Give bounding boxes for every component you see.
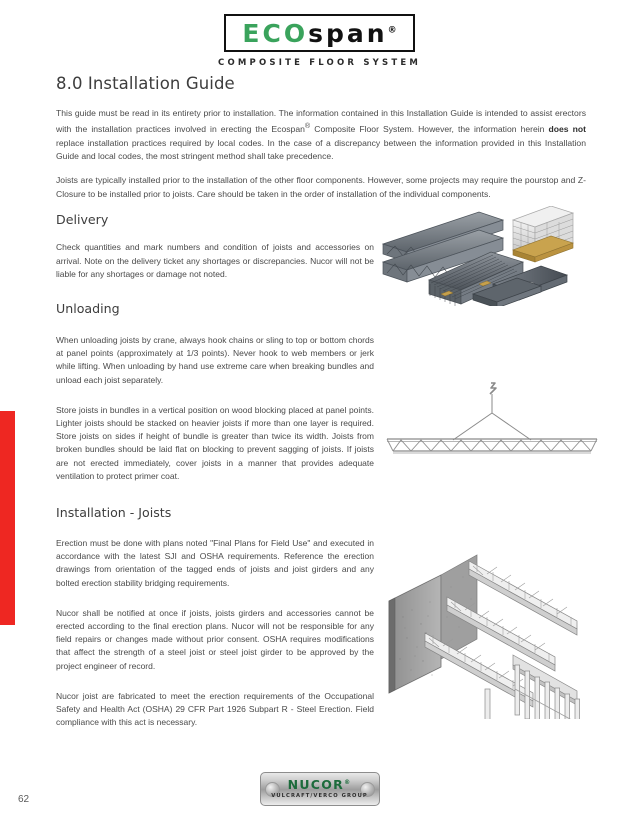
section-side-tab bbox=[0, 411, 15, 625]
footer-nucor-logo bbox=[0, 772, 639, 806]
installation-text-column bbox=[56, 505, 374, 729]
ecospan-wordmark bbox=[242, 21, 396, 46]
header-logo bbox=[0, 14, 639, 68]
delivery-paragraph-1: Check quantities and mark numbers and condition of joists and accessories on arrival. Note on the delivery ticket any shortages or discrepancies. Nucor will not be liable for any shortages or damage not noted. bbox=[56, 242, 374, 279]
section-unloading bbox=[56, 301, 586, 483]
registered-mark-icon: ® bbox=[387, 25, 397, 36]
installation-paragraph-3: Nucor joist are fabricated to meet the erection requirements of the Occupational Safety and Health Act (OSHA) 29 CFR Part 1926 Subpart R - Steel Erection. Field compliance with this act is necessary. bbox=[56, 690, 374, 728]
intro-paragraph-2: Joists are typically installed prior to the installation of the other floor components. However, some projects may require the pourstop and Z-Closure to be installed prior to joists. Care should be taken in the order of installation of the individual components. bbox=[56, 175, 586, 199]
section-installation-joists bbox=[56, 505, 586, 729]
document-content bbox=[56, 74, 586, 741]
page-title: 8.0 Installation Guide bbox=[56, 74, 235, 93]
joist-bundles-delivery-illustration bbox=[381, 206, 586, 306]
registered-mark-icon: ® bbox=[304, 122, 311, 131]
intro-p1-segment-b: Composite Floor System. However, the information herein bbox=[310, 124, 549, 135]
section-heading-delivery: Delivery bbox=[56, 212, 109, 228]
nucor-tagline: VULCRAFT/VERCO GROUP bbox=[271, 793, 368, 799]
page-number: 62 bbox=[18, 794, 30, 805]
intro-paragraph-1 bbox=[56, 107, 586, 163]
unloading-paragraph-2: Store joists in bundles in a vertical position on wood blocking placed at panel points. Lighter joists should be stacked on heavier joists if more than one layer is required. Store joists on sides if height of bundle is greater than twice its width. Joists from broken bundles should be laid flat on blocking to prevent sagging of joists. If joists are not erected immediately, cover joists in a manner that provides adequate ventilation to protect primer coat. bbox=[56, 404, 374, 481]
section-heading-unloading: Unloading bbox=[56, 300, 120, 316]
ecospan-logo-box bbox=[224, 14, 414, 52]
logo-span-text: span bbox=[308, 19, 388, 48]
registered-mark-icon: ® bbox=[344, 778, 352, 786]
installation-paragraph-1: Erection must be done with plans noted "Final Plans for Field Use" and executed in accordance with the latest SJI and OSHA requirements. Reference the erection drawings from orientation of the tagged ends of joists and joist girders and any bolted erection stability bridging requirements. bbox=[56, 537, 374, 588]
section-delivery bbox=[56, 212, 586, 281]
installation-paragraph-2: Nucor shall be notified at once if joists, joists girders and accessories cannot be erected according to the final erection plans. Nucor will not be responsible for any field repairs or changes made without prior consent. OSHA requires modifications that affect the strength of a steel joist or steel joist girder to be approved by the project engineer of record. bbox=[56, 607, 374, 671]
steel-frame-joist-erection-illustration bbox=[381, 539, 596, 719]
logo-eco-text: ECO bbox=[242, 19, 309, 48]
section-heading-installation-joists: Installation - Joists bbox=[56, 504, 172, 520]
unloading-paragraph-1: When unloading joists by crane, always hook chains or sling to top or bottom chords at panel points (approximately at 1/3 points). Never hook to web members or jerk while lifting. When unloading by hand use extreme care when breaking bundles and unload each joist separately. bbox=[56, 334, 374, 385]
nucor-logo-plate bbox=[260, 772, 380, 806]
crane-hook-joist-lifting-diagram bbox=[381, 379, 603, 457]
nucor-wordmark bbox=[261, 777, 379, 792]
ecospan-tagline: COMPOSITE FLOOR SYSTEM bbox=[218, 58, 421, 68]
intro-p1-segment-c: replace installation practices required by local codes. In the case of a discrepancy between the information provided in this Installation Guide and local codes, the most stringent method shall take precedence. bbox=[56, 137, 586, 162]
unloading-text-column bbox=[56, 301, 374, 483]
delivery-text-column bbox=[56, 212, 374, 281]
intro-p1-segment-a: This guide must be read in its entirety prior to installation. The information contained in this Installation Guide is intended to assist erectors with the installation practices involved in erecting the Ecospan bbox=[56, 108, 586, 135]
nucor-name-text: NUCOR bbox=[287, 777, 345, 792]
intro-p1-emphasis: does not bbox=[548, 124, 586, 135]
